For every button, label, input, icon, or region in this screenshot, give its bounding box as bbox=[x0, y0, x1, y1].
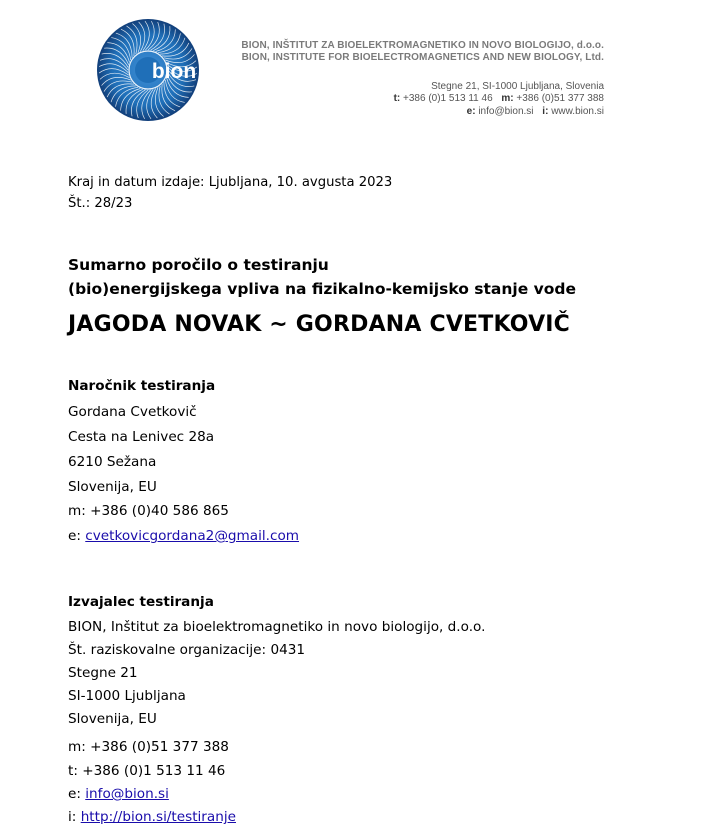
client-email-line bbox=[68, 528, 299, 544]
performer-heading: Izvajalec testiranja bbox=[68, 594, 214, 610]
performer-mobile: m: +386 (0)51 377 388 bbox=[68, 739, 229, 755]
logo-text: bion bbox=[151, 60, 197, 83]
email-label: e: bbox=[466, 106, 476, 117]
client-city: 6210 Sežana bbox=[68, 454, 157, 470]
org-address: Stegne 21, SI-1000 Ljubljana, Slovenia bbox=[431, 81, 604, 92]
client-email-label: e: bbox=[68, 528, 86, 544]
org-phones bbox=[394, 93, 604, 104]
email-value: info@bion.si bbox=[478, 106, 534, 117]
bion-logo bbox=[96, 18, 200, 122]
title-line-2: (bio)energijskega vpliva na fizikalno-kemijsko stanje vode bbox=[68, 280, 576, 298]
client-street: Cesta na Lenivec 28a bbox=[68, 429, 215, 445]
performer-web-label: i: bbox=[68, 809, 81, 825]
performer-street: Stegne 21 bbox=[68, 665, 138, 681]
main-title: JAGODA NOVAK ~ GORDANA CVETKOVIČ bbox=[68, 312, 571, 337]
web-value: www.bion.si bbox=[551, 106, 604, 117]
performer-city: SI-1000 Ljubljana bbox=[68, 688, 186, 704]
title-line-1: Sumarno poročilo o testiranju bbox=[68, 256, 329, 274]
client-phone: m: +386 (0)40 586 865 bbox=[68, 503, 229, 519]
org-name-en: BION, INSTITUTE FOR BIOELECTROMAGNETICS AND NEW BIOLOGY, Ltd. bbox=[241, 52, 604, 63]
place-date: Kraj in datum izdaje: Ljubljana, 10. avgusta 2023 bbox=[68, 175, 393, 190]
performer-country: Slovenija, EU bbox=[68, 711, 157, 727]
performer-reg-no: Št. raziskovalne organizacije: 0431 bbox=[68, 642, 306, 658]
tel-label: t: bbox=[393, 93, 401, 104]
mobile-label: m: bbox=[501, 93, 514, 104]
performer-web-line bbox=[68, 809, 236, 825]
client-email-link[interactable]: cvetkovicgordana2@gmail.com bbox=[85, 528, 300, 544]
web-label: i: bbox=[542, 106, 549, 117]
performer-web-link[interactable]: http://bion.si/testiranje bbox=[80, 809, 236, 825]
org-name-sl: BION, INŠTITUT ZA BIOELEKTROMAGNETIKO IN NOVO BIOLOGIJO, d.o.o. bbox=[241, 40, 604, 51]
mobile-value: +386 (0)51 377 388 bbox=[516, 93, 604, 104]
client-name: Gordana Cvetkovič bbox=[68, 404, 197, 420]
document-number: Št.: 28/23 bbox=[68, 196, 133, 211]
performer-email-label: e: bbox=[68, 786, 86, 802]
performer-email-line bbox=[68, 786, 169, 802]
performer-tel: t: +386 (0)1 513 11 46 bbox=[68, 763, 226, 779]
client-country: Slovenija, EU bbox=[68, 479, 157, 495]
performer-email-link[interactable]: info@bion.si bbox=[85, 786, 169, 802]
performer-name: BION, Inštitut za bioelektromagnetiko in novo biologijo, d.o.o. bbox=[68, 619, 486, 635]
tel-value: +386 (0)1 513 11 46 bbox=[403, 93, 493, 104]
org-contacts bbox=[467, 106, 604, 117]
client-heading: Naročnik testiranja bbox=[68, 378, 216, 394]
